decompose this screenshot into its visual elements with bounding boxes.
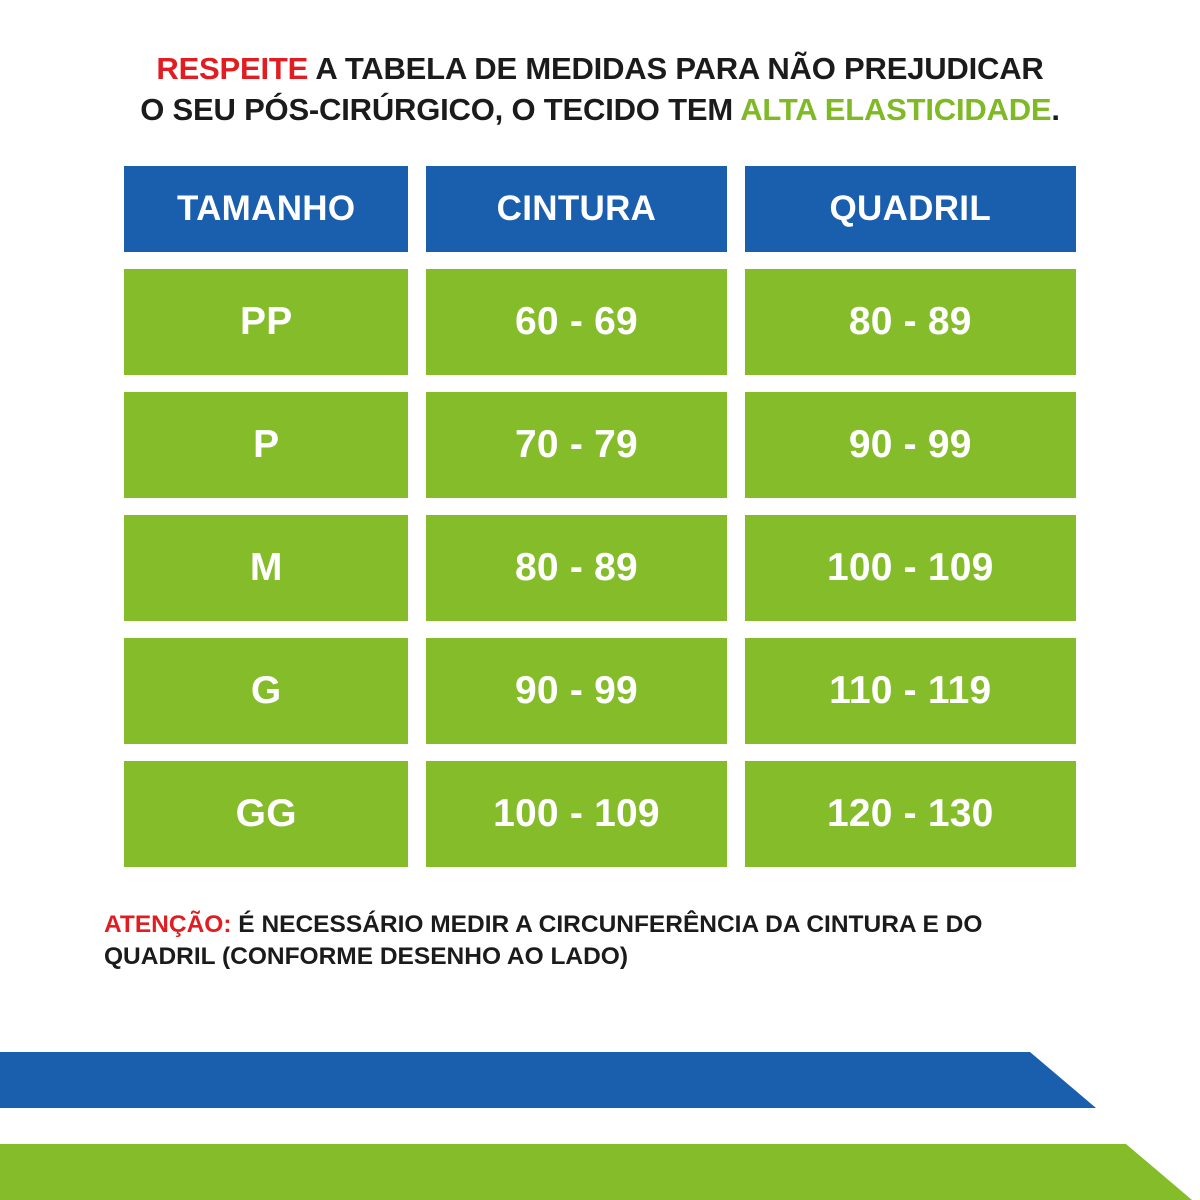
page-title-line-1-rest: A TABELA DE MEDIDAS PARA NÃO PREJUDICAR [308,51,1044,86]
cell-waist: 70 - 79 [426,392,726,498]
cell-hip: 100 - 109 [745,515,1076,621]
page-title-line-1 [40,48,1160,89]
table-row [124,638,1076,744]
column-header-cintura: CINTURA [426,166,726,252]
page-title-line-2-start: O SEU PÓS-CIRÚRGICO, O TECIDO TEM [140,92,741,128]
cell-size: P [124,392,408,498]
footer-decoration [0,1040,1200,1200]
page-title-highlight-elasticidade: ALTA ELASTICIDADE [740,92,1052,128]
footer-bar-green [0,1144,1200,1200]
attention-text: É NECESSÁRIO MEDIR A CIRCUNFERÊNCIA DA CINTURA E DO QUADRIL (CONFORME DESENHO AO LADO) [104,911,983,971]
page-title-line-2 [40,89,1160,130]
column-header-quadril: QUADRIL [745,166,1076,252]
cell-size: GG [124,761,408,867]
table-header-row [124,166,1076,252]
table-row [124,515,1076,621]
attention-label: ATENÇÃO: [104,911,232,939]
table-row [124,761,1076,867]
footer-bar-blue [0,1052,1200,1108]
cell-size: G [124,638,408,744]
cell-waist: 100 - 109 [426,761,726,867]
cell-hip: 80 - 89 [745,269,1076,375]
cell-hip: 90 - 99 [745,392,1076,498]
page-title-line-2-end: . [1051,92,1060,128]
attention-note [0,909,1200,973]
cell-waist: 80 - 89 [426,515,726,621]
cell-hip: 120 - 130 [745,761,1076,867]
cell-size: M [124,515,408,621]
table-row [124,392,1076,498]
cell-waist: 90 - 99 [426,638,726,744]
cell-waist: 60 - 69 [426,269,726,375]
cell-size: PP [124,269,408,375]
table-row [124,269,1076,375]
column-header-tamanho: TAMANHO [124,166,408,252]
page-title [0,0,1200,130]
page-title-highlight-respeite: RESPEITE [156,51,309,86]
measurements-table [124,166,1076,867]
cell-hip: 110 - 119 [745,638,1076,744]
